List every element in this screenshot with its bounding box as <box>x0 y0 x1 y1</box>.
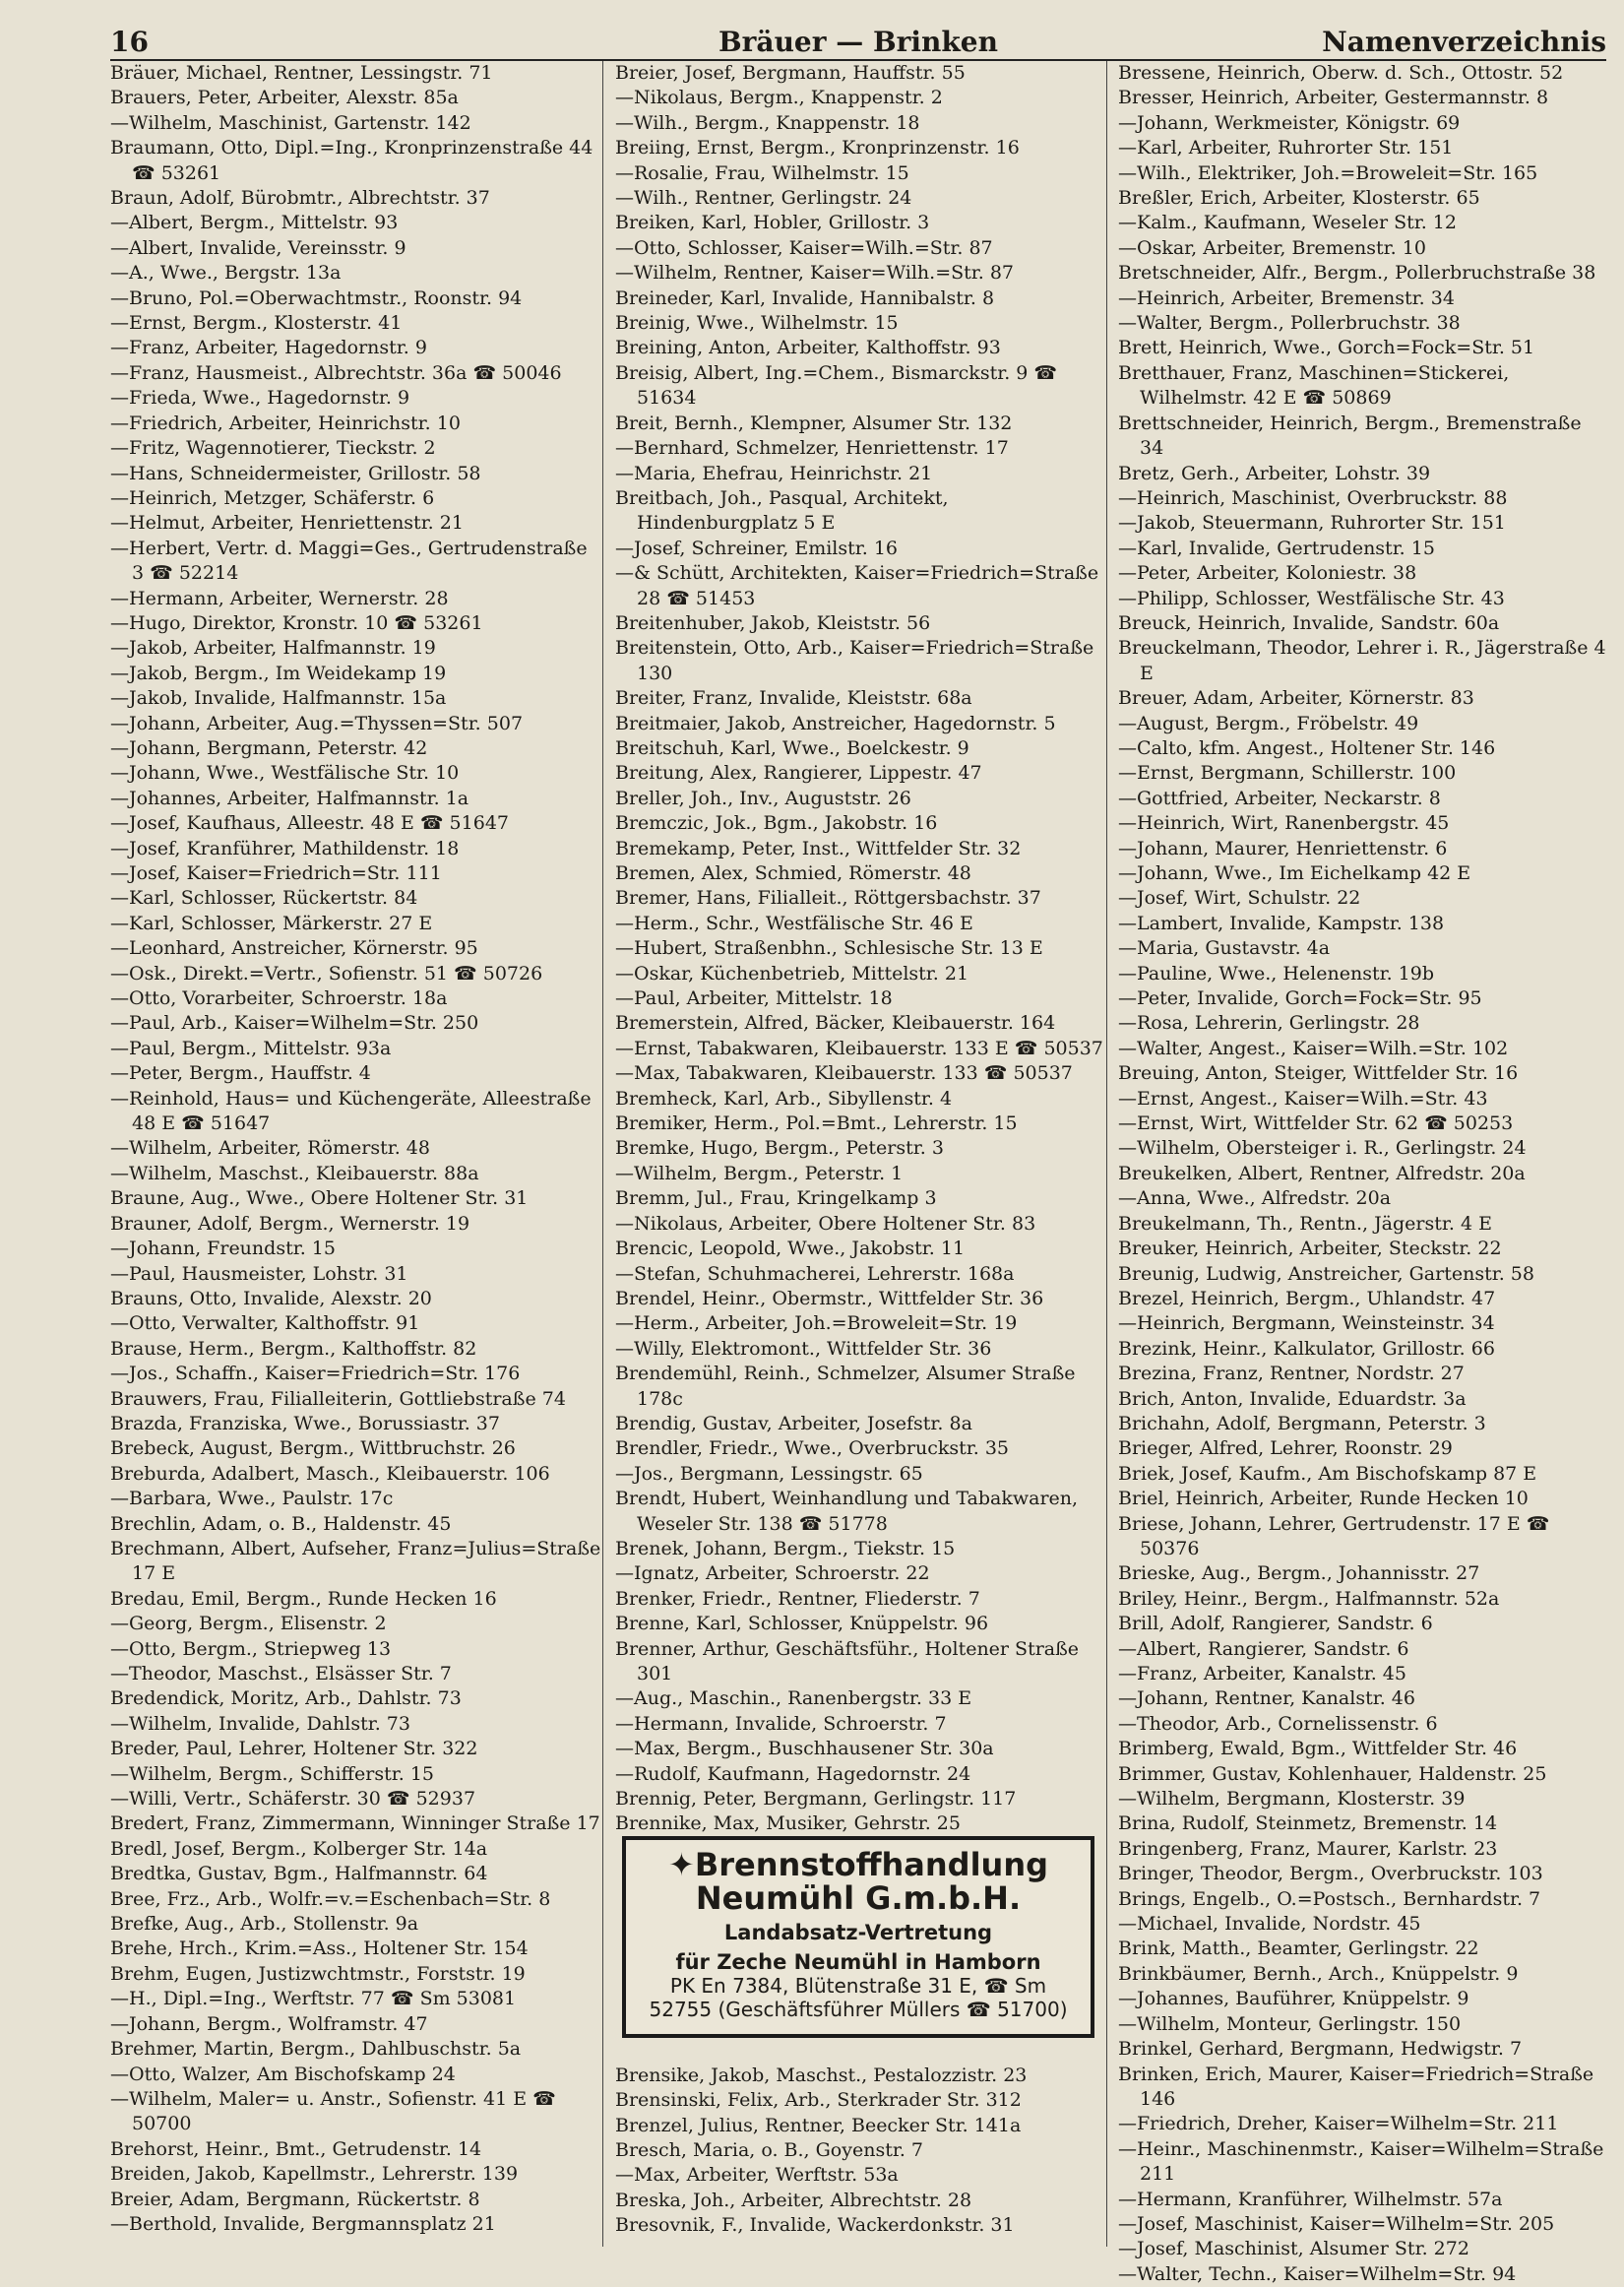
directory-entry: —Johann, Werkmeister, Königstr. 69 <box>1118 111 1461 134</box>
directory-entry: —Jakob, Steuermann, Ruhrorter Str. 151 <box>1118 512 1506 535</box>
directory-entry: Brinkel, Gerhard, Bergmann, Hedwigstr. 7 <box>1118 2038 1523 2061</box>
directory-entry: —Hermann, Kranführer, Wilhelmstr. 57a <box>1118 2188 1503 2210</box>
directory-entry: —Calto, kfm. Angest., Holtener Str. 146 <box>1118 736 1496 759</box>
directory-entry: Breitschuh, Karl, Wwe., Boelckestr. 9 <box>615 736 969 759</box>
directory-entry: Bremekamp, Peter, Inst., Wittfelder Str. 32 <box>615 837 1022 859</box>
directory-entry: —Theodor, Maschst., Elsässer Str. 7 <box>110 1663 452 1684</box>
directory-entry: Brinken, Erich, Maurer, Kaiser=Friedrich=Straße 146 <box>1118 2063 1594 2110</box>
directory-entry: —Albert, Invalide, Vereinsstr. 9 <box>110 236 406 259</box>
directory-entry: Breukelken, Albert, Rentner, Alfredstr. 20a <box>1118 1162 1526 1184</box>
directory-entry: Bredtka, Gustav, Bgm., Halfmannstr. 64 <box>110 1863 488 1885</box>
directory-entry: Brenner, Arthur, Geschäftsführ., Holtener Straße 301 <box>615 1637 1080 1684</box>
directory-entry: Brimberg, Ewald, Bgm., Wittfelder Str. 46 <box>1118 1738 1518 1760</box>
directory-entry: Brendemühl, Reinh., Schmelzer, Alsumer Straße 178c <box>615 1363 1076 1410</box>
directory-entry: Brezina, Franz, Rentner, Nordstr. 27 <box>1118 1363 1465 1385</box>
directory-entry: Brenker, Friedr., Rentner, Fliederstr. 7 <box>615 1587 980 1610</box>
directory-entry: —Josef, Maschinist, Alsumer Str. 272 <box>1118 2238 1469 2260</box>
directory-entry: Brennike, Max, Musiker, Gehrstr. 25 <box>615 1812 961 1835</box>
directory-entry: —Franz, Arbeiter, Hagedornstr. 9 <box>110 337 427 359</box>
page-range-title: Bräuer — Brinken <box>718 26 998 58</box>
directory-entry: Breburda, Adalbert, Masch., Kleibauerstr. 106 <box>110 1462 550 1485</box>
directory-entry: Breiden, Jakob, Kapellmstr., Lehrerstr. 139 <box>110 2163 519 2186</box>
directory-entry: —Johann, Rentner, Kanalstr. 46 <box>1118 1687 1415 1710</box>
directory-entry: Breuck, Heinrich, Invalide, Sandstr. 60a <box>1118 611 1500 634</box>
directory-entry: —Anna, Wwe., Alfredstr. 20a <box>1118 1187 1392 1210</box>
directory-entry: —Josef, Kaufhaus, Alleestr. 48 E ☎ 51647 <box>110 812 510 835</box>
directory-entry: —Peter, Invalide, Gorch=Fock=Str. 95 <box>1118 987 1482 1010</box>
directory-entry: —Jos., Schaffn., Kaiser=Friedrich=Str. 176 <box>110 1363 521 1385</box>
directory-entry: —Rosalie, Frau, Wilhelmstr. 15 <box>615 161 909 184</box>
directory-entry: —Ernst, Angest., Kaiser=Wilh.=Str. 43 <box>1118 1087 1488 1110</box>
directory-entry: —Franz, Arbeiter, Kanalstr. 45 <box>1118 1663 1406 1684</box>
directory-entry: —Walter, Bergm., Pollerbruchstr. 38 <box>1118 312 1461 335</box>
directory-entry: —Walter, Techn., Kaiser=Wilhelm=Str. 94 <box>1118 2262 1517 2285</box>
directory-entry: Bree, Frz., Arb., Wolfr.=v.=Eschenbach=Str. 8 <box>110 1887 551 1910</box>
directory-entry: —Otto, Bergm., Striepweg 13 <box>110 1637 392 1660</box>
directory-entry: —Josef, Kaiser=Friedrich=Str. 111 <box>110 862 442 884</box>
directory-entry: —Albert, Rangierer, Sandstr. 6 <box>1118 1637 1409 1660</box>
directory-entry: Brill, Adolf, Rangierer, Sandstr. 6 <box>1118 1613 1433 1635</box>
directory-entry: Breier, Adam, Bergmann, Rückertstr. 8 <box>110 2188 480 2210</box>
directory-column-1 <box>110 61 602 2237</box>
directory-entry: —Wilhelm, Obersteiger i. R., Gerlingstr. 24 <box>1118 1137 1527 1160</box>
directory-entry: Brehe, Hrch., Krim.=Ass., Holtener Str. 154 <box>110 1938 529 1960</box>
directory-entry: —Josef, Wirt, Schulstr. 22 <box>1118 887 1361 910</box>
directory-entry: —Heinrich, Bergmann, Weinsteinstr. 34 <box>1118 1312 1495 1335</box>
directory-entry: Breuckelmann, Theodor, Lehrer i. R., Jägerstraße 4 E <box>1118 637 1606 684</box>
directory-entry: —Willy, Elektromont., Wittfelder Str. 36 <box>615 1337 992 1360</box>
directory-entry: —Kalm., Kaufmann, Weseler Str. 12 <box>1118 212 1457 234</box>
directory-entry: Brichahn, Adolf, Bergmann, Peterstr. 3 <box>1118 1412 1486 1434</box>
directory-entry: Brettschneider, Heinrich, Bergm., Bremenstraße 34 <box>1118 412 1582 460</box>
ad-address: PK En 7384, Blütenstraße 31 E, ☎ Sm <box>669 1974 1047 1998</box>
directory-entry: Brehmer, Martin, Bergm., Dahlbuschstr. 5a <box>110 2038 522 2061</box>
directory-entry: Brechlin, Adam, o. B., Haldenstr. 45 <box>110 1512 452 1535</box>
directory-entry: —Heinr., Maschinenmstr., Kaiser=Wilhelm=Straße 211 <box>1118 2137 1604 2186</box>
directory-entry: —August, Bergm., Fröbelstr. 49 <box>1118 712 1419 734</box>
directory-entry: —Johann, Bergm., Wolframstr. 47 <box>110 2012 428 2035</box>
directory-entry: —Wilh., Elektriker, Joh.=Broweleit=Str. 165 <box>1118 161 1538 184</box>
directory-column-3 <box>1118 61 1610 2287</box>
directory-entry: —Heinrich, Wirt, Ranenbergstr. 45 <box>1118 812 1450 835</box>
directory-entry: Breunig, Ludwig, Anstreicher, Gartenstr. 58 <box>1118 1262 1534 1285</box>
directory-entry: Brauns, Otto, Invalide, Alexstr. 20 <box>110 1287 432 1309</box>
directory-entry: —Johann, Maurer, Henriettenstr. 6 <box>1118 837 1448 859</box>
directory-entry: —Johann, Bergmann, Peterstr. 42 <box>110 736 428 759</box>
directory-entry: Breitung, Alex, Rangierer, Lippestr. 47 <box>615 762 982 785</box>
directory-entry: —Nikolaus, Bergm., Knappenstr. 2 <box>615 87 943 109</box>
directory-entry: Braun, Adolf, Bürobmtr., Albrechtstr. 37 <box>110 187 490 210</box>
directory-entry: Breller, Joh., Inv., Auguststr. 26 <box>615 787 911 809</box>
directory-entry: Bremiker, Herm., Pol.=Bmt., Lehrerstr. 15 <box>615 1112 1018 1135</box>
directory-entry: Brenne, Karl, Schlosser, Knüppelstr. 96 <box>615 1613 989 1635</box>
directory-entry: Breuing, Anton, Steiger, Wittfelder Str. 16 <box>1118 1062 1519 1085</box>
directory-entry: —Wilhelm, Bergm., Schifferstr. 15 <box>110 1762 435 1785</box>
directory-entry: —Johannes, Bauführer, Knüppelstr. 9 <box>1118 1988 1469 2010</box>
directory-entry: Bringenberg, Franz, Maurer, Karlstr. 23 <box>1118 1837 1498 1860</box>
directory-entry: —Hugo, Direktor, Kronstr. 10 ☎ 53261 <box>110 611 483 634</box>
directory-entry: —Maria, Gustavstr. 4a <box>1118 937 1331 960</box>
directory-entry: —Leonhard, Anstreicher, Körnerstr. 95 <box>110 937 478 960</box>
directory-entry: Brennig, Peter, Bergmann, Gerlingstr. 117 <box>615 1788 1017 1811</box>
directory-entry: Breuer, Adam, Arbeiter, Körnerstr. 83 <box>1118 687 1474 710</box>
directory-entry: —Wilhelm, Bergmann, Klosterstr. 39 <box>1118 1788 1466 1811</box>
directory-entry: Breiing, Ernst, Bergm., Kronprinzenstr. 16 <box>615 137 1020 159</box>
directory-entry: Brehm, Eugen, Justizwchtmstr., Forststr. 19 <box>110 1962 526 1985</box>
directory-entry: —Heinrich, Metzger, Schäferstr. 6 <box>110 486 435 509</box>
directory-entry: Breitmaier, Jakob, Anstreicher, Hagedornstr. 5 <box>615 712 1056 734</box>
directory-entry: Brenek, Johann, Bergm., Tiekstr. 15 <box>615 1537 956 1559</box>
directory-entry: Brendler, Friedr., Wwe., Overbruckstr. 35 <box>615 1437 1010 1460</box>
directory-entry: —Heinrich, Arbeiter, Bremenstr. 34 <box>1118 286 1455 309</box>
directory-entry: —Ernst, Bergmann, Schillerstr. 100 <box>1118 762 1457 785</box>
directory-entry: Breder, Paul, Lehrer, Holtener Str. 322 <box>110 1738 478 1760</box>
directory-entry: Breining, Anton, Arbeiter, Kalthoffstr. 93 <box>615 337 1001 359</box>
directory-entry: —Max, Tabakwaren, Kleibauerstr. 133 ☎ 50537 <box>615 1062 1073 1085</box>
directory-entry: —Theodor, Arb., Cornelissenstr. 6 <box>1118 1712 1438 1735</box>
directory-entry: Breitenhuber, Jakob, Kleiststr. 56 <box>615 611 931 634</box>
directory-entry: Bredau, Emil, Bergm., Runde Hecken 16 <box>110 1587 497 1610</box>
directory-entry: —Georg, Bergm., Elisenstr. 2 <box>110 1613 387 1635</box>
directory-entry: —Ernst, Wirt, Wittfelder Str. 62 ☎ 50253 <box>1118 1112 1514 1135</box>
directory-entry: —Wilh., Bergm., Knappenstr. 18 <box>615 111 920 134</box>
directory-entry: Brause, Herm., Bergm., Kalthoffstr. 82 <box>110 1337 477 1360</box>
directory-entry: —Frieda, Wwe., Hagedornstr. 9 <box>110 387 410 410</box>
directory-entry: —Jakob, Invalide, Halfmannstr. 15a <box>110 687 447 710</box>
directory-entry: Bremczic, Jok., Bgm., Jakobstr. 16 <box>615 812 938 835</box>
directory-entry: —Wilhelm, Maler= u. Anstr., Sofienstr. 41 E ☎ 50700 <box>110 2087 556 2135</box>
directory-entry: —Wilhelm, Bergm., Peterstr. 1 <box>615 1162 904 1184</box>
ad-contact: 52755 (Geschäftsführer Müllers ☎ 51700) <box>649 1998 1068 2021</box>
directory-entry: Brazda, Franziska, Wwe., Borussiastr. 37 <box>110 1412 500 1434</box>
directory-entry: Brendel, Heinr., Obermstr., Wittfelder Str. 36 <box>615 1287 1044 1309</box>
directory-entry: Breier, Josef, Bergmann, Hauffstr. 55 <box>615 62 966 84</box>
directory-entry: —Hermann, Arbeiter, Wernerstr. 28 <box>110 587 449 609</box>
directory-entry: —Maria, Ehefrau, Heinrichstr. 21 <box>615 462 933 484</box>
directory-entry: —Paul, Arbeiter, Mittelstr. 18 <box>615 987 893 1010</box>
directory-entry: Bremerstein, Alfred, Bäcker, Kleibauerstr. 164 <box>615 1012 1056 1035</box>
directory-entry: Brina, Rudolf, Steinmetz, Bremenstr. 14 <box>1118 1812 1498 1835</box>
directory-entry: Bresovnik, F., Invalide, Wackerdonkstr. 31 <box>615 2214 1015 2237</box>
directory-entry: —Michael, Invalide, Nordstr. 45 <box>1118 1913 1421 1936</box>
page-header <box>110 22 1606 61</box>
directory-entry: —Rosa, Lehrerin, Gerlingstr. 28 <box>1118 1012 1420 1035</box>
directory-entry: Bretz, Gerh., Arbeiter, Lohstr. 39 <box>1118 462 1431 484</box>
directory-entry: —Hans, Schneidermeister, Grillostr. 58 <box>110 462 481 484</box>
directory-entry: —Oskar, Küchenbetrieb, Mittelstr. 21 <box>615 962 969 985</box>
directory-entry: —Berthold, Invalide, Bergmannsplatz 21 <box>110 2212 496 2235</box>
directory-entry: Brauers, Peter, Arbeiter, Alexstr. 85a <box>110 87 459 109</box>
directory-entry: Brensike, Jakob, Maschst., Pestalozzistr. 23 <box>615 2064 1028 2086</box>
directory-entry: Breineder, Karl, Invalide, Hannibalstr. 8 <box>615 286 995 309</box>
directory-entry: Breitbach, Joh., Pasqual, Architekt, Hindenburgplatz 5 E <box>615 486 949 535</box>
directory-entry: —Otto, Vorarbeiter, Schroerstr. 18a <box>110 987 448 1010</box>
directory-entry: —Karl, Schlosser, Rückertstr. 84 <box>110 887 418 910</box>
directory-entry: Brings, Engelb., O.=Postsch., Bernhardstr. 7 <box>1118 1887 1541 1910</box>
directory-entry: Brieger, Alfred, Lehrer, Roonstr. 29 <box>1118 1437 1453 1460</box>
directory-entry: Brechmann, Albert, Aufseher, Franz=Julius=Straße 17 E <box>110 1537 601 1585</box>
directory-entry: Brieske, Aug., Bergm., Johannisstr. 27 <box>1118 1562 1480 1585</box>
directory-entry: —Bruno, Pol.=Oberwachtmstr., Roonstr. 94 <box>110 286 523 309</box>
directory-entry: —Fritz, Wagennotierer, Tieckstr. 2 <box>110 437 436 460</box>
directory-entry: —Johann, Wwe., Im Eichelkamp 42 E <box>1118 862 1471 884</box>
directory-entry: —Nikolaus, Arbeiter, Obere Holtener Str. 83 <box>615 1212 1036 1235</box>
section-title: Namenverzeichnis <box>1322 26 1606 58</box>
directory-entry: —Paul, Bergm., Mittelstr. 93a <box>110 1037 392 1059</box>
directory-entry: Breuker, Heinrich, Arbeiter, Steckstr. 22 <box>1118 1238 1502 1260</box>
directory-entry: Breska, Joh., Arbeiter, Albrechtstr. 28 <box>615 2189 972 2211</box>
directory-entry: Brauner, Adolf, Bergm., Wernerstr. 19 <box>110 1212 470 1235</box>
directory-entry: —Johann, Arbeiter, Aug.=Thyssen=Str. 507 <box>110 712 524 734</box>
directory-entry: Breßler, Erich, Arbeiter, Klosterstr. 65 <box>1118 187 1480 210</box>
directory-entry: —Karl, Arbeiter, Ruhrorter Str. 151 <box>1118 137 1454 159</box>
directory-entry: —Gottfried, Arbeiter, Neckarstr. 8 <box>1118 787 1441 809</box>
directory-entry: —Max, Arbeiter, Werftstr. 53a <box>615 2164 899 2187</box>
directory-entry: —Franz, Hausmeist., Albrechtstr. 36a ☎ 50046 <box>110 361 562 384</box>
ad-subtitle-2: für Zeche Neumühl in Hamborn <box>675 1950 1041 1974</box>
directory-entry: Briel, Heinrich, Arbeiter, Runde Hecken 10 <box>1118 1488 1529 1510</box>
directory-entry: Brett, Heinrich, Wwe., Gorch=Fock=Str. 51 <box>1118 337 1535 359</box>
directory-entry: —Oskar, Arbeiter, Bremenstr. 10 <box>1118 236 1426 259</box>
directory-entry: —Peter, Arbeiter, Koloniestr. 38 <box>1118 562 1417 585</box>
directory-entry: Breinig, Wwe., Wilhelmstr. 15 <box>615 312 899 335</box>
directory-entry: —Hubert, Straßenbhn., Schlesische Str. 13 E <box>615 937 1043 960</box>
page-number: 16 <box>110 26 149 58</box>
directory-entry: —Johannes, Arbeiter, Halfmannstr. 1a <box>110 787 469 809</box>
advertisement-box <box>622 1836 1094 2038</box>
directory-entry: —Barbara, Wwe., Paulstr. 17c <box>110 1488 394 1510</box>
directory-entry: —Ignatz, Arbeiter, Schroerstr. 22 <box>615 1562 930 1585</box>
directory-entry: —Jos., Bergmann, Lessingstr. 65 <box>615 1462 923 1485</box>
directory-entry: —Wilhelm, Monteur, Gerlingstr. 150 <box>1118 2012 1462 2035</box>
directory-entry: —Pauline, Wwe., Helenenstr. 19b <box>1118 962 1435 985</box>
directory-entry: Bredendick, Moritz, Arb., Dahlstr. 73 <box>110 1687 462 1710</box>
directory-entry: —Wilhelm, Rentner, Kaiser=Wilh.=Str. 87 <box>615 262 1015 285</box>
directory-entry: Bresch, Maria, o. B., Goyenstr. 7 <box>615 2139 923 2162</box>
directory-entry: Bremen, Alex, Schmied, Römerstr. 48 <box>615 862 971 884</box>
directory-entry: —Lambert, Invalide, Kampstr. 138 <box>1118 912 1445 934</box>
directory-entry: Bremer, Hans, Filialleit., Röttgersbachstr. 37 <box>615 887 1041 910</box>
directory-entry: Bremke, Hugo, Bergm., Peterstr. 3 <box>615 1137 944 1160</box>
directory-entry: —Josef, Schreiner, Emilstr. 16 <box>615 537 899 559</box>
directory-entry: Brauwers, Frau, Filialleiterin, Gottliebstraße 74 <box>110 1387 566 1410</box>
directory-entry: Brezel, Heinrich, Bergm., Uhlandstr. 47 <box>1118 1287 1496 1309</box>
directory-entry: Brehorst, Heinr., Bmt., Getrudenstr. 14 <box>110 2137 482 2160</box>
directory-entry: —Wilhelm, Maschst., Kleibauerstr. 88a <box>110 1162 479 1184</box>
directory-entry: Breit, Bernh., Klempner, Alsumer Str. 132 <box>615 412 1013 434</box>
directory-entry: Briese, Johann, Lehrer, Gertrudenstr. 17 E ☎ 50376 <box>1118 1512 1550 1559</box>
directory-entry: Brich, Anton, Invalide, Eduardstr. 3a <box>1118 1387 1467 1410</box>
directory-entry: —Josef, Kranführer, Mathildenstr. 18 <box>110 837 460 859</box>
column-divider <box>602 61 603 2247</box>
directory-entry: Brencic, Leopold, Wwe., Jakobstr. 11 <box>615 1238 966 1260</box>
directory-entry: —Jakob, Arbeiter, Halfmannstr. 19 <box>110 637 436 660</box>
directory-entry: —Ernst, Bergm., Klosterstr. 41 <box>110 312 403 335</box>
directory-entry: Brink, Matth., Beamter, Gerlingstr. 22 <box>1118 1938 1479 1960</box>
directory-entry: Breukelmann, Th., Rentn., Jägerstr. 4 E <box>1118 1212 1492 1235</box>
directory-entry: —Osk., Direkt.=Vertr., Sofienstr. 51 ☎ 50726 <box>110 962 543 985</box>
directory-entry: —Peter, Bergm., Hauffstr. 4 <box>110 1062 371 1085</box>
directory-entry: —Herm., Schr., Westfälische Str. 46 E <box>615 912 973 934</box>
directory-entry: Bräuer, Michael, Rentner, Lessingstr. 71 <box>110 62 493 84</box>
directory-entry: —Paul, Arb., Kaiser=Wilhelm=Str. 250 <box>110 1012 479 1035</box>
directory-entry: —Otto, Walzer, Am Bischofskamp 24 <box>110 2063 456 2085</box>
directory-entry: —Helmut, Arbeiter, Henriettenstr. 21 <box>110 512 464 535</box>
directory-entry: —Herbert, Vertr. d. Maggi=Ges., Gertrudenstraße 3 ☎ 52214 <box>110 537 588 585</box>
directory-entry: —Wilh., Rentner, Gerlingstr. 24 <box>615 187 912 210</box>
directory-entry: Bringer, Theodor, Bergm., Overbruckstr. 103 <box>1118 1863 1543 1885</box>
directory-entry: —Friedrich, Dreher, Kaiser=Wilhelm=Str. 211 <box>1118 2113 1559 2135</box>
directory-entry: Brebeck, August, Bergm., Wittbruchstr. 26 <box>110 1437 516 1460</box>
directory-entry: —Rudolf, Kaufmann, Hagedornstr. 24 <box>615 1762 971 1785</box>
directory-entry: Briek, Josef, Kaufm., Am Bischofskamp 87 E <box>1118 1462 1537 1485</box>
directory-entry: Bremheck, Karl, Arb., Sibyllenstr. 4 <box>615 1087 953 1110</box>
directory-entry: Brendt, Hubert, Weinhandlung und Tabakwaren, Weseler Str. 138 ☎ 51778 <box>615 1488 1079 1535</box>
directory-entry: Braumann, Otto, Dipl.=Ing., Kronprinzenstraße 44 ☎ 53261 <box>110 137 593 184</box>
directory-entry: —Bernhard, Schmelzer, Henriettenstr. 17 <box>615 437 1009 460</box>
directory-entry: —A., Wwe., Bergstr. 13a <box>110 262 342 285</box>
directory-entry: Bretthauer, Franz, Maschinen=Stickerei, Wilhelmstr. 42 E ☎ 50869 <box>1118 361 1510 410</box>
directory-entry: Brendig, Gustav, Arbeiter, Josefstr. 8a <box>615 1412 972 1434</box>
directory-entry: —Otto, Schlosser, Kaiser=Wilh.=Str. 87 <box>615 236 993 259</box>
directory-entry: Brefke, Aug., Arb., Stollenstr. 9a <box>110 1913 419 1936</box>
directory-entry: Brinkbäumer, Bernh., Arch., Knüppelstr. 9 <box>1118 1962 1519 1985</box>
directory-entry: —Heinrich, Maschinist, Overbruckstr. 88 <box>1118 486 1508 509</box>
directory-entry: Bretschneider, Alfr., Bergm., Pollerbruchstraße 38 <box>1118 262 1596 285</box>
directory-entry: —Max, Bergm., Buschhausener Str. 30a <box>615 1738 994 1760</box>
directory-entry: —Ernst, Tabakwaren, Kleibauerstr. 133 E ☎ 50537 <box>615 1037 1103 1059</box>
directory-entry: —Karl, Schlosser, Märkerstr. 27 E <box>110 912 433 934</box>
directory-entry: —Johann, Freundstr. 15 <box>110 1238 336 1260</box>
directory-entry: —Jakob, Bergm., Im Weidekamp 19 <box>110 662 447 684</box>
directory-entry: Bresser, Heinrich, Arbeiter, Gestermannstr. 8 <box>1118 87 1549 109</box>
directory-entry: Briley, Heinr., Bergm., Halfmannstr. 52a <box>1118 1587 1500 1610</box>
ad-subtitle: Landabsatz-Vertretung <box>723 1921 993 1944</box>
directory-entry: —Paul, Hausmeister, Lohstr. 31 <box>110 1262 408 1285</box>
directory-entry: Brimmer, Gustav, Kohlenhauer, Haldenstr. 25 <box>1118 1762 1547 1785</box>
directory-entry: —Philipp, Schlosser, Westfälische Str. 43 <box>1118 587 1505 609</box>
directory-entry: Brenzel, Julius, Rentner, Beecker Str. 141a <box>615 2114 1022 2136</box>
directory-entry: —Hermann, Invalide, Schroerstr. 7 <box>615 1712 947 1735</box>
ad-company-suffix: Neumühl G.m.b.H. <box>695 1879 1022 1917</box>
directory-entry: —Karl, Invalide, Gertrudenstr. 15 <box>1118 537 1435 559</box>
directory-entry: —Willi, Vertr., Schäferstr. 30 ☎ 52937 <box>110 1788 476 1811</box>
directory-entry: —Wilhelm, Arbeiter, Römerstr. 48 <box>110 1137 430 1160</box>
directory-entry: Breiken, Karl, Hobler, Grillostr. 3 <box>615 212 930 234</box>
directory-entry: Brensinski, Felix, Arb., Sterkrader Str. 312 <box>615 2089 1022 2112</box>
directory-entry: —Herm., Arbeiter, Joh.=Broweleit=Str. 19 <box>615 1312 1018 1335</box>
directory-entry: —Albert, Bergm., Mittelstr. 93 <box>110 212 399 234</box>
directory-entry: Breitenstein, Otto, Arb., Kaiser=Friedrich=Straße 130 <box>615 637 1094 684</box>
directory-entry: —Otto, Verwalter, Kalthoffstr. 91 <box>110 1312 420 1335</box>
directory-entry: Brezink, Heinr., Kalkulator, Grillostr. 66 <box>1118 1337 1495 1360</box>
directory-entry: —Wilhelm, Maschinist, Gartenstr. 142 <box>110 111 471 134</box>
directory-entry: Breiter, Franz, Invalide, Kleiststr. 68a <box>615 687 972 710</box>
directory-entry: Bressene, Heinrich, Oberw. d. Sch., Ottostr. 52 <box>1118 62 1564 84</box>
directory-entry: —H., Dipl.=Ing., Werftstr. 77 ☎ Sm 53081 <box>110 1988 517 2010</box>
directory-entry: —Stefan, Schuhmacherei, Lehrerstr. 168a <box>615 1262 1015 1285</box>
directory-entry: Bredl, Josef, Bergm., Kolberger Str. 14a <box>110 1837 488 1860</box>
directory-entry: Bremm, Jul., Frau, Kringelkamp 3 <box>615 1187 937 1210</box>
directory-entry: —Walter, Angest., Kaiser=Wilh.=Str. 102 <box>1118 1037 1509 1059</box>
directory-entry: —Reinhold, Haus= und Küchengeräte, Alleestraße 48 E ☎ 51647 <box>110 1087 592 1135</box>
directory-entry: —Wilhelm, Invalide, Dahlstr. 73 <box>110 1712 410 1735</box>
directory-entry: —& Schütt, Architekten, Kaiser=Friedrich=Straße 28 ☎ 51453 <box>615 562 1099 609</box>
directory-entry: —Friedrich, Arbeiter, Heinrichstr. 10 <box>110 412 461 434</box>
directory-entry: —Josef, Maschinist, Kaiser=Wilhelm=Str. 205 <box>1118 2212 1555 2235</box>
directory-entry: Breisig, Albert, Ing.=Chem., Bismarckstr. 9 ☎ 51634 <box>615 361 1058 410</box>
directory-entry: —Aug., Maschin., Ranenbergstr. 33 E <box>615 1687 972 1710</box>
ad-company-name: ✦Brennstoffhandlung <box>668 1846 1048 1883</box>
directory-entry: Braune, Aug., Wwe., Obere Holtener Str. 31 <box>110 1187 529 1210</box>
directory-entry: —Johann, Wwe., Westfälische Str. 10 <box>110 762 460 785</box>
directory-entry: Bredert, Franz, Zimmermann, Winninger Straße 17 <box>110 1812 600 1835</box>
